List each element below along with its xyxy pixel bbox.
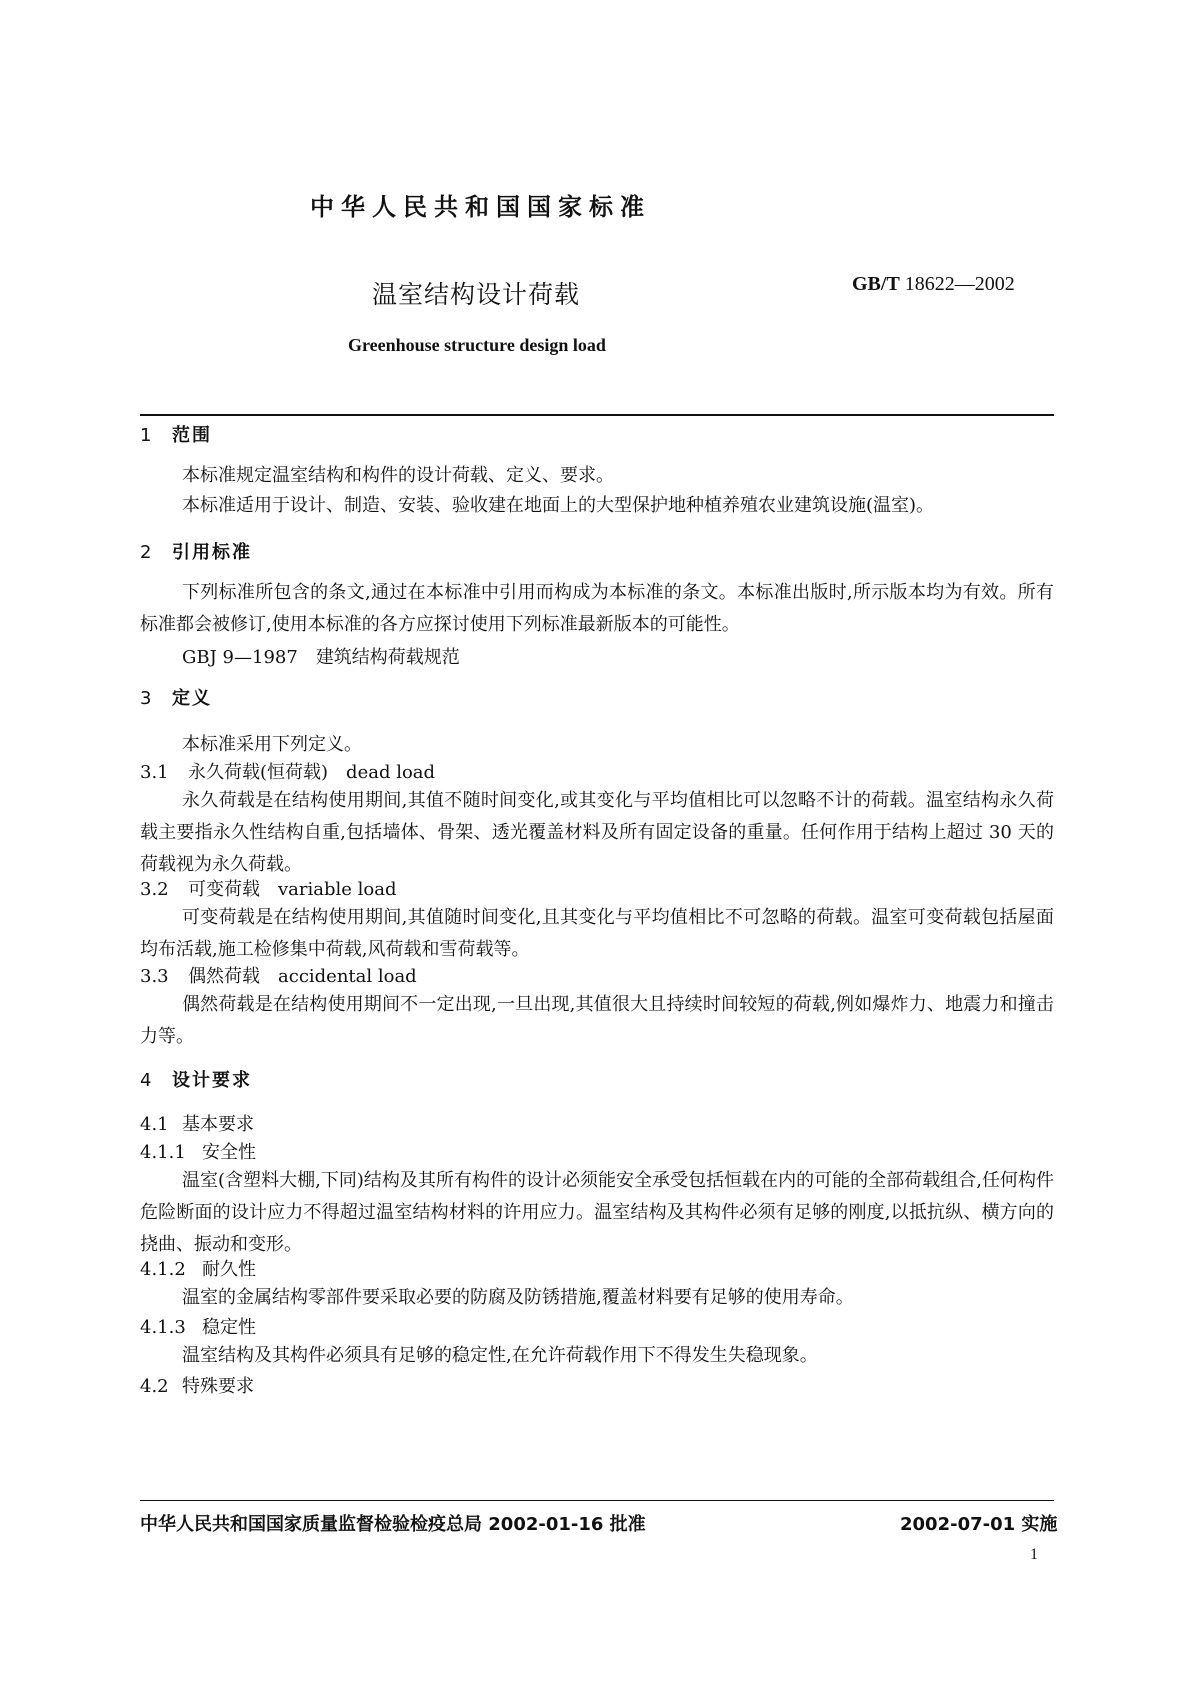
clause-number: 3.3 <box>140 966 169 987</box>
reference-title: 建筑结构荷载规范 <box>315 647 460 668</box>
clause-4-1-1-heading <box>140 1138 256 1164</box>
section-number: 1 <box>140 425 152 446</box>
section-2-heading <box>140 538 252 564</box>
national-standard-heading: 中华人民共和国国家标准 <box>310 193 651 221</box>
section-1-paragraph-2: 本标准适用于设计、制造、安装、验收建在地面上的大型保护地种植养殖农业建筑设施(温室)。 <box>182 495 935 516</box>
clause-title: 可变荷载 <box>188 879 260 900</box>
clause-title-english: variable load <box>278 879 397 900</box>
section-number: 3 <box>140 688 152 709</box>
clause-title: 基本要求 <box>182 1114 254 1135</box>
clause-number: 4.1 <box>140 1114 169 1135</box>
section-3-heading <box>140 684 212 710</box>
clause-number: 4.1.3 <box>140 1317 186 1338</box>
document-title: 温室结构设计荷载 <box>372 280 581 309</box>
clause-4-1-2-heading <box>140 1255 256 1281</box>
section-1-paragraph-1: 本标准规定温室结构和构件的设计荷载、定义、要求。 <box>182 465 614 486</box>
clause-3-1-heading <box>140 758 435 784</box>
section-number: 2 <box>140 542 152 563</box>
page-number: 1 <box>1030 1546 1038 1563</box>
section-title: 范围 <box>172 425 212 446</box>
clause-title: 偶然荷载 <box>188 966 260 987</box>
clause-3-3-text: 偶然荷载是在结构使用期间不一定出现,一旦出现,其值很大且持续时间较短的荷载,例如爆炸力、地震力和撞击力等。 <box>140 994 1054 1047</box>
header-divider <box>140 414 1054 416</box>
clause-4-1-2-text: 温室的金属结构零部件要采取必要的防腐及防锈措施,覆盖材料要有足够的使用寿命。 <box>182 1287 854 1308</box>
section-title: 定义 <box>172 688 212 709</box>
reference-code: GBJ 9—1987 <box>182 647 298 668</box>
clause-3-2-text: 可变荷载是在结构使用期间,其值随时间变化,且其变化与平均值相比不可忽略的荷载。温室可变荷载包括屋面均布活载,施工检修集中荷载,风荷载和雪荷载等。 <box>140 907 1054 960</box>
footer-divider <box>140 1500 1054 1501</box>
clause-4-2-heading <box>140 1372 254 1398</box>
clause-3-1-text: 永久荷载是在结构使用期间,其值不随时间变化,或其变化与平均值相比可以忽略不计的荷载。温室结构永久荷载主要指永久性结构自重,包括墙体、骨架、透光覆盖材料及所有固定设备的重量。任何作用于结构上超过 30 天的荷载视为永久荷载。 <box>140 790 1054 875</box>
section-3-intro: 本标准采用下列定义。 <box>182 734 362 755</box>
clause-title: 稳定性 <box>202 1317 256 1338</box>
implementation-date: 2002-07-01 实施 <box>900 1514 1058 1535</box>
clause-3-2-heading <box>140 875 397 901</box>
clause-title: 特殊要求 <box>182 1376 254 1397</box>
section-title: 设计要求 <box>172 1070 252 1091</box>
clause-title-english: accidental load <box>278 966 417 987</box>
clause-title: 永久荷载(恒荷载) <box>188 762 329 783</box>
clause-title: 安全性 <box>202 1142 256 1163</box>
clause-title-english: dead load <box>346 762 436 783</box>
section-4-heading <box>140 1066 252 1092</box>
clause-4-1-3-text: 温室结构及其构件必须具有足够的稳定性,在允许荷载作用下不得发生失稳现象。 <box>182 1345 818 1366</box>
clause-4-1-3-heading <box>140 1313 256 1339</box>
section-number: 4 <box>140 1070 152 1091</box>
normative-reference <box>182 643 460 669</box>
standard-code-number: 18622—2002 <box>904 273 1015 295</box>
clause-4-1-heading <box>140 1110 254 1136</box>
clause-number: 4.2 <box>140 1376 169 1397</box>
clause-number: 4.1.1 <box>140 1142 186 1163</box>
standard-code-prefix: GB/T <box>852 273 900 295</box>
clause-4-1-1-text: 温室(含塑料大棚,下同)结构及其所有构件的设计必须能安全承受包括恒载在内的可能的全部荷载组合,任何构件危险断面的设计应力不得超过温室结构材料的许用应力。温室结构及其构件必须有足够的刚度,以抵抗纵、横方向的挠曲、振动和变形。 <box>140 1170 1054 1255</box>
clause-3-3-heading <box>140 962 417 988</box>
section-2-paragraph-1: 下列标准所包含的条文,通过在本标准中引用而构成为本标准的条文。本标准出版时,所示版本均为有效。所有标准都会被修订,使用本标准的各方应探讨使用下列标准最新版本的可能性。 <box>140 582 1054 635</box>
clause-number: 3.1 <box>140 762 169 783</box>
section-1-heading <box>140 421 212 447</box>
standard-code <box>852 273 1015 296</box>
approval-statement: 中华人民共和国国家质量监督检验检疫总局 2002-01-16 批准 <box>140 1514 646 1535</box>
clause-number: 4.1.2 <box>140 1259 186 1280</box>
clause-number: 3.2 <box>140 879 169 900</box>
document-title-english: Greenhouse structure design load <box>348 335 606 355</box>
section-title: 引用标准 <box>172 542 252 563</box>
clause-title: 耐久性 <box>202 1259 256 1280</box>
